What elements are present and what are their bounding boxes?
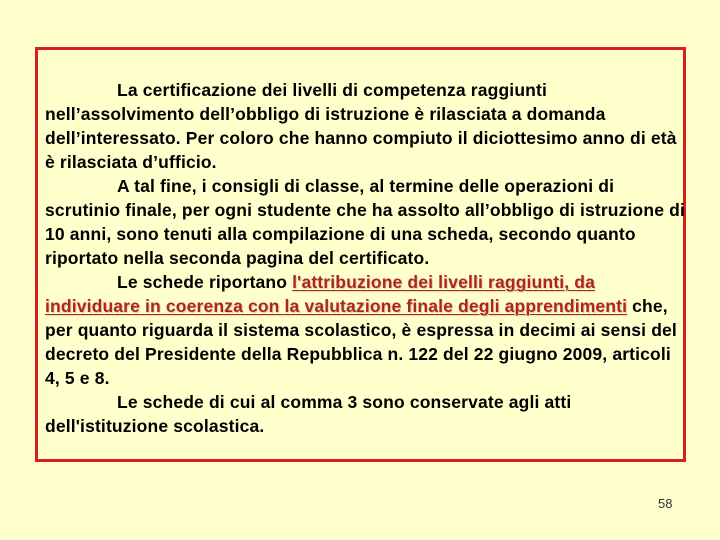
page-number: 58 [658,496,673,511]
paragraph-3 [45,270,685,390]
paragraph-1: La certificazione dei livelli di competenza raggiunti nell’assolvimento dell’obbligo di istruzione è rilasciata a domanda dell’interessato. Per coloro che hanno compiuto il diciottesimo anno di età è rilasciata d’ufficio. [45,80,677,172]
paragraph-4: Le schede di cui al comma 3 sono conservate agli atti dell'istituzione scolastica. [45,392,572,436]
highlighted-phrase: l'attribuzione dei livelli raggiunti, da individuare in coerenza con la valutazione finale degli apprendimenti [45,272,628,316]
paragraph-2: A tal fine, i consigli di classe, al termine delle operazioni di scrutinio finale, per ogni studente che ha assolto all’obbligo di istruzione di 10 anni, sono tenuti alla compilazione di una scheda, secondo quanto riportato nella seconda pagina del certificato. [45,176,685,268]
paragraph-3-intro: Le schede riportano [117,272,293,292]
paragraph-3-continuation: che, per quanto riguarda il sistema scolastico, è espressa in decimi ai sensi del decreto del Presidente della Repubblica n. 122 del 22 giugno 2009, articoli 4, 5 e 8. [45,296,677,388]
document-body [45,78,685,438]
